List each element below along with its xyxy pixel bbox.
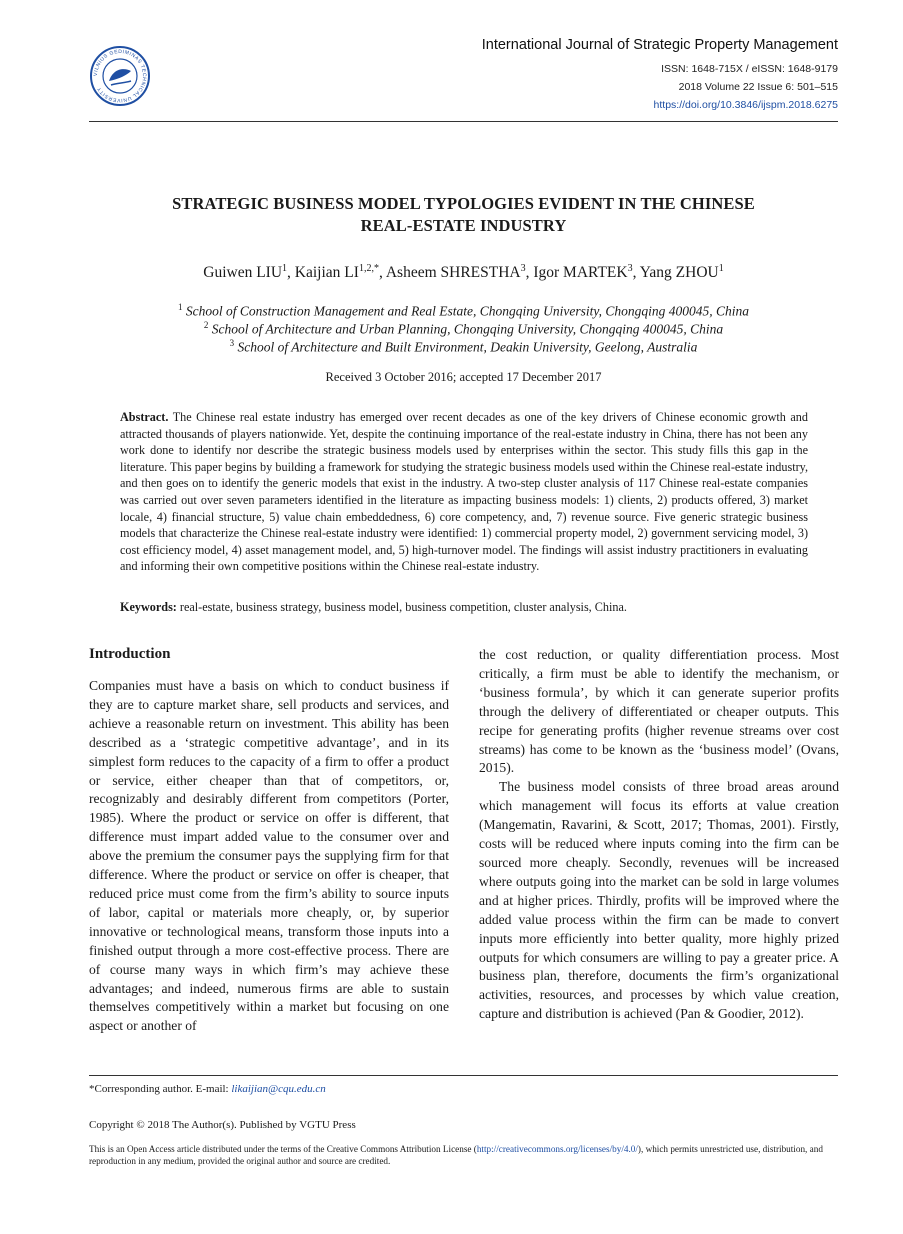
corr-email-link[interactable]: likaijian@cqu.edu.cn (231, 1083, 326, 1095)
author-name: Guiwen LIU (203, 264, 283, 282)
received-dates: Received 3 October 2016; accepted 17 December 2017 (325, 370, 602, 384)
license-link[interactable]: http://creativecommons.org/licenses/by/4.0/ (476, 1144, 638, 1154)
aff-sup: 1 (177, 302, 183, 312)
author-sup: 1 (282, 263, 288, 274)
copyright: Copyright © 2018 The Author(s). Published by VGTU Press (89, 1119, 356, 1131)
title-line-1: STRATEGIC BUSINESS MODEL TYPOLOGIES EVIDENT IN THE CHINESE (172, 194, 755, 213)
author-sup: 3 (627, 263, 633, 274)
affiliation-1 (89, 302, 838, 320)
keywords-text: real-estate, business strategy, business model, business competition, cluster analysis, China. (179, 600, 627, 614)
author-list: Guiwen LIU$^1$, Kaijian $LI^{1,2,*}$, Asheem SHRESTHA$^3$, Igor MARTEK$^3$, Yang ZHOU$^1$ (203, 263, 724, 282)
paper-title (89, 193, 838, 237)
keywords-label: Keywords: (120, 600, 177, 614)
author-sup: 1 (718, 263, 724, 274)
license-pre: This is an Open Access article distributed under the terms of the Creative Commons Attribution License ( (89, 1144, 477, 1154)
abstract-label: Abstract. (120, 410, 169, 424)
aff-sup: 3 (229, 338, 235, 348)
abstract-text: The Chinese real estate industry has emerged over recent decades as one of the key drivers of Chinese economic growth and attracted thousands of players nationwide. Yet, despite the continuing importance of the real-estate industry in China, there has not been any work done to identify nor describe the strategic business models used by enterprises within the sector. This study fills this gap in the literature. This paper begins by building a framework for studying the strategic business models used within the Chinese real-estate industry, and then goes on to identify the generic models that exist in the industry. A two-step cluster analysis of 117 Chinese real-estate companies was carried out over seven parameters identified in the literature as impacting business models: 1) clients, 2) products offered, 3) market locale, 4) financial structure, 5) value chain embeddedness, 6) core competency, and, 7) revenue source. Five generic strategic business models that characterize the Chinese real-estate industry were identified: 1) commercial property model, 2) government servicing model, 3) cost efficiency model, 4) asset management model, and, 5) high-turnover model. The findings will assist industry practitioners in evaluating and informing their own competitive positions within the Chinese real-estate industry. (120, 410, 808, 574)
section-heading-introduction: Introduction (89, 646, 171, 662)
affiliation-3 (89, 338, 838, 356)
author-name: Asheem SHRESTHA (385, 264, 521, 282)
header-divider (89, 121, 838, 122)
aff-text: School of Construction Management and Real Estate, Chongqing University, Chongqing 400045, China (185, 303, 750, 319)
logo-text: VILNIUS GEDIMINAS TECHNICAL UNIVERSITY (92, 48, 148, 104)
footnote-divider (89, 1075, 838, 1076)
author-name: Yang ZHOU (639, 264, 719, 282)
author-name: Igor MARTEK (533, 264, 628, 282)
volume-issue: 2018 Volume 22 Issue 6: 501–515 (678, 81, 838, 93)
corr-label: *Corresponding author. E-mail: (89, 1083, 229, 1095)
aff-text: School of Architecture and Urban Planning, Chongqing University, Chongqing 400045, China (211, 321, 724, 337)
paragraph: the cost reduction, or quality differentiation process. Most critically, a firm must be able to identify the mechanism, or ‘business formula’, by which it can generate superior profits through the delivery of differentiated or cheaper outputs. This recipe for generating profits (higher revenue streams over cost streams) has come to be known as the ‘business model’ (Ovans, 2015). (479, 647, 839, 776)
abstract (120, 409, 808, 575)
aff-text: School of Architecture and Built Environment, Deakin University, Geelong, Australia (237, 339, 698, 355)
author-sup: 3 (520, 263, 526, 274)
license-post: ), which permits unrestricted use, distribution, and reproduction in any medium, provided the original author and source are credited. (89, 1144, 823, 1166)
paragraph: The business model consists of three broad areas around which management will focus its efforts at value creation (Mangematin, Ravarini, & Scott, 2017; Thomas, 2001). Firstly, costs will be reduced where inputs coming into the firm can be sourced more cheaply. Secondly, revenues will be increased where outputs going into the market can be sold in large volumes and at higher prices. Thirdly, profits will be improved where the added value process within the firm can be made to convert inputs more efficiently into better quality, more highly prized outputs for which consumers are willing to pay a greater price. A business plan, therefore, documents the firm’s organizational activities, resources, and processes by which value creation, capture and distribution is achieved (Pan & Goodier, 2012). (479, 779, 839, 1022)
university-logo (89, 45, 151, 107)
paragraph: Companies must have a basis on which to conduct business if they are to capture market share, sell products and services, and achieve a reasonable return on investment. This ability has been described as a ‘strategic competitive advantage’, and in its simplest form reduces to the capacity of a firm to offer a product or service, either cheaper than that of competitors, or, recognizably and desirably different from competitors (Porter, 1985). Where the product or service on offer is different, that difference must impart added value to the consumer over and above the premium the consumer pays the supplying firm for that difference. Where the product or service on offer is cheaper, that reduced price must come from the firm’s ability to source inputs of labor, capital or materials more cheaply, or, by superior innovative or technological means, transform those inputs into a finished output through a more cost-effective process. There are of course many ways in which firm’s may achieve these advantages; and indeed, numerous firms are able to sustain themselves competitively within a market but focusing on one aspect or another of (89, 678, 449, 1034)
affiliation-2 (89, 320, 838, 338)
doi-link[interactable]: https://doi.org/10.3846/ijspm.2018.6275 (653, 99, 838, 111)
aff-sup: 2 (203, 320, 209, 330)
author-name: Kaijian LI (294, 264, 359, 282)
keywords (120, 599, 808, 615)
journal-name: International Journal of Strategic Property Management (481, 37, 838, 53)
issn: ISSN: 1648-715X / eISSN: 1648-9179 (661, 63, 838, 75)
right-column (479, 646, 839, 1024)
license-notice (89, 1143, 838, 1167)
author-sup: 1,2,* (358, 263, 379, 274)
corresponding-author (89, 1083, 326, 1095)
left-column (89, 677, 449, 1036)
title-line-2: REAL-ESTATE INDUSTRY (360, 216, 567, 235)
